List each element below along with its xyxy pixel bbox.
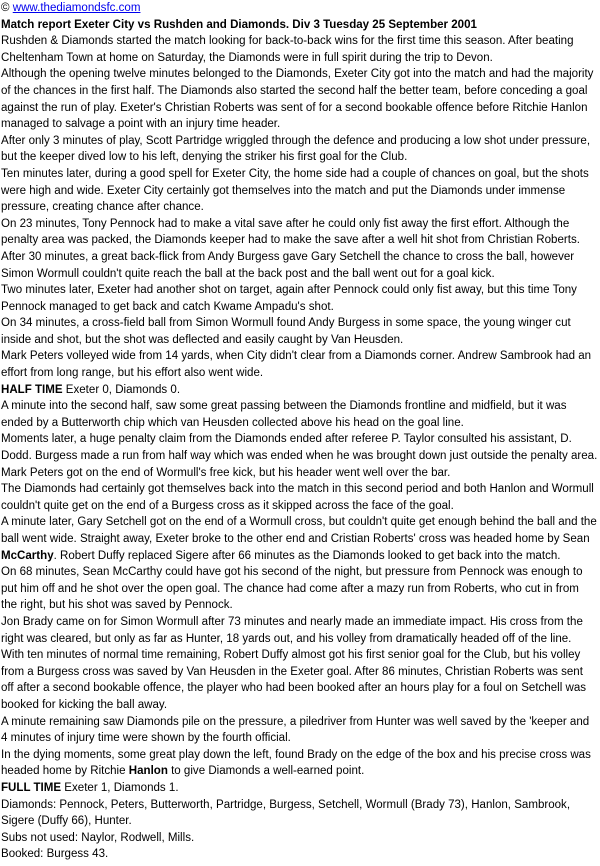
paragraph: Moments later, a huge penalty claim from the Diamonds ended after referee P. Taylor consulted his assistant, D. Dodd. Burgess made a run from half way which was ended when he was brought down just outside the penalty area. Mark Peters got on the end of Wormull's free kick, but his header went well over the bar. [1, 433, 598, 479]
full-time-result: Exeter 1, Diamonds 1. [61, 781, 179, 794]
paragraph: Although the opening twelve minutes belonged to the Diamonds, Exeter City got into the match and had the majority of the chances in the first half. The Diamonds also started the second half the better team, before conceding a goal against the run of play. Exeter's Christian Roberts was sent of for a second bookable offence before Ritchie Hanlon managed to salvage a point with an injury time header. [1, 68, 594, 131]
paragraph: After only 3 minutes of play, Scott Partridge wriggled through the defence and producing a low shot under pressure, but the keeper dived low to his left, denying the striker his first goal for the Club. [1, 134, 591, 164]
text-run: . Robert Duffy replaced Sigere after 66 minutes as the Diamonds looked to get back into the match. [53, 549, 561, 562]
paragraph: After 30 minutes, a great back-flick from Andy Burgess gave Gary Setchell the chance to cross the ball, however Simon Wormull couldn't quite reach the ball at the back post and the ball went out for a goal kick. [1, 250, 575, 280]
half-time-label: HALF TIME [1, 383, 63, 396]
subs-line: Subs not used: Naylor, Rodwell, Mills. [1, 831, 195, 844]
paragraph: With ten minutes of normal time remaining, Robert Duffy almost got his first senior goal for the Club, but his volley from a Burgess cross was saved by Van Heusden in the Exeter goal. After 86 minutes, Christian Roberts was sent off after a second bookable offence, the player who had been booked after an hours play for a foul on Setchell was booked for kicking the ball away. [1, 649, 587, 711]
paragraph: Jon Brady came on for Simon Wormull after 73 minutes and nearly made an immediate impact. His cross from the right was cleared, but only as far as Hunter, 18 yards out, and his volley from dramatically headed off of the line. [1, 615, 583, 645]
text-run: In the dying moments, some great play down the left, found Brady on the edge of the box and his precise cross was headed home by Ritchie [1, 748, 591, 778]
scorer-name: Hanlon [128, 765, 168, 778]
paragraph: A minute into the second half, saw some great passing between the Diamonds frontline and midfield, but it was ended by a Butterworth chip which van Heusden collected above his head on the goal line. [1, 400, 567, 429]
paragraph: A minute remaining saw Diamonds pile on the pressure, a piledriver from Hunter was well saved by the 'keeper and 4 minutes of injury time were shown by the fourth official. [1, 715, 590, 745]
paragraph: On 34 minutes, a cross-field ball from Simon Wormull found Andy Burgess in some space, the young winger cut inside and shot, but the shot was deflected and easily caught by Van Heusden. [1, 317, 571, 346]
paragraph: Rushden & Diamonds started the match looking for back-to-back wins for the first time this season. After beating Cheltenham Town at home on Saturday, the Diamonds were in full spirit during the trip to Devon. [1, 35, 574, 64]
full-time-score [1, 780, 598, 797]
paragraph: Two minutes later, Exeter had another shot on target, again after Pennock could only fist away, but this time Tony Pennock managed to get back and catch Kwame Ampadu's shot. [1, 284, 577, 313]
paragraph: The Diamonds had certainly got themselves back into the match in this second period and both Hanlon and Wormull couldn't quite get on the end of a Burgess cross as it skipped across the face of the goal. [1, 483, 594, 512]
booked-line: Booked: Burgess 43. [1, 848, 109, 861]
paragraph: Mark Peters volleyed wide from 14 yards, when City didn't clear from a Diamonds corner. Andrew Sambrook had an effort from long range, but his effort also went wide. [1, 350, 592, 380]
lineup-line: Diamonds: Pennock, Peters, Butterworth, Partridge, Burgess, Setchell, Wormull (Brady 73), Hanlon, Sambrook, Sigere (Duffy 66), Hunter. [1, 798, 571, 828]
paragraph: On 23 minutes, Tony Pennock had to make a vital save after he could only fist away the first effort. Although the penalty area was packed, the Diamonds keeper had to make the save after a well hit shot from Christian Roberts. [1, 217, 580, 247]
scorer-name: McCarthy [1, 549, 54, 562]
copyright-symbol: © [1, 2, 10, 14]
source-line [1, 0, 598, 17]
text-run: A minute later, Gary Setchell got on the end of a Wormull cross, but couldn't quite get enough behind the ball and the ball went wide. Straight away, Exeter broke to the other end and Cristian Roberts' cross was headed home by Sean [1, 516, 597, 545]
half-time-result: Exeter 0, Diamonds 0. [62, 383, 181, 396]
paragraph [1, 514, 598, 564]
paragraph: On 68 minutes, Sean McCarthy could have got his second of the night, but pressure from Pennock was enough to put him off and he shot over the open goal. The chance had come after a mazy run from Roberts, who cut in from the right, but his shot was saved by Pennock. [1, 566, 583, 612]
paragraph: Ten minutes later, during a good spell for Exeter City, the home side had a couple of chances on goal, but the shots were high and wide. Exeter City certainly got themselves into the match and put the Diamonds under immense pressure, creating chance after chance. [1, 167, 589, 214]
paragraph [1, 747, 598, 780]
text-run: to give Diamonds a well-earned point. [167, 765, 365, 778]
source-link[interactable]: www.thediamondsfc.com [12, 2, 141, 14]
half-time-score [1, 382, 598, 399]
full-time-label: FULL TIME [1, 781, 62, 794]
report-title: Match report Exeter City vs Rushden and Diamonds. Div 3 Tuesday 25 September 2001 [1, 18, 477, 31]
